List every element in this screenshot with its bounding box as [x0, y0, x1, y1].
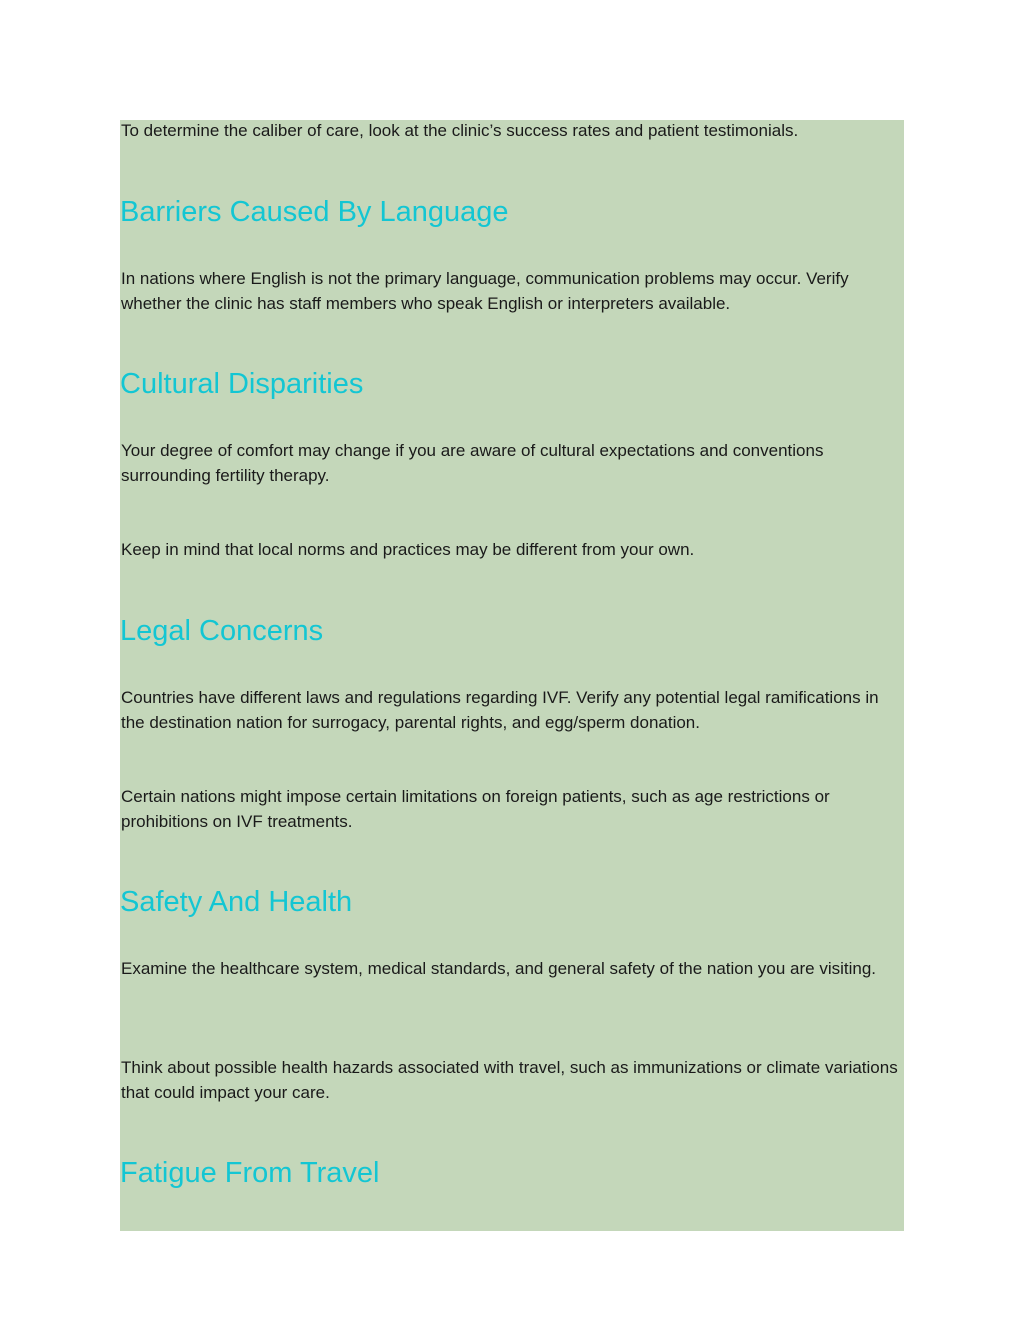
- language-paragraph-1: In nations where English is not the primary language, communication problems may occur. Verify whether the clinic has staff members who speak English or interpreters available.: [121, 269, 849, 313]
- heading-legal-concerns: Legal Concerns: [120, 615, 324, 647]
- safety-paragraph-1: Examine the healthcare system, medical standards, and general safety of the nation you are visiting.: [121, 959, 877, 978]
- safety-paragraph-2: Think about possible health hazards associated with travel, such as immunizations or climate variations that could impact your care.: [121, 1058, 898, 1102]
- heading-language-barriers: Barriers Caused By Language: [120, 196, 509, 228]
- heading-travel-fatigue: Fatigue From Travel: [120, 1157, 380, 1189]
- intro-paragraph: To determine the caliber of care, look at the clinic’s success rates and patient testimonials.: [121, 121, 799, 140]
- cultural-paragraph-2: Keep in mind that local norms and practices may be different from your own.: [121, 540, 695, 559]
- legal-paragraph-2: Certain nations might impose certain limitations on foreign patients, such as age restrictions or prohibitions on IVF treatments.: [121, 787, 830, 831]
- legal-paragraph-1: Countries have different laws and regulations regarding IVF. Verify any potential legal ramifications in the destination nation for surrogacy, parental rights, and egg/sperm donation.: [121, 688, 879, 732]
- cultural-paragraph-1: Your degree of comfort may change if you are aware of cultural expectations and conventions surrounding fertility therapy.: [121, 441, 824, 485]
- heading-cultural-disparities: Cultural Disparities: [120, 368, 364, 400]
- heading-safety-health: Safety And Health: [120, 886, 353, 918]
